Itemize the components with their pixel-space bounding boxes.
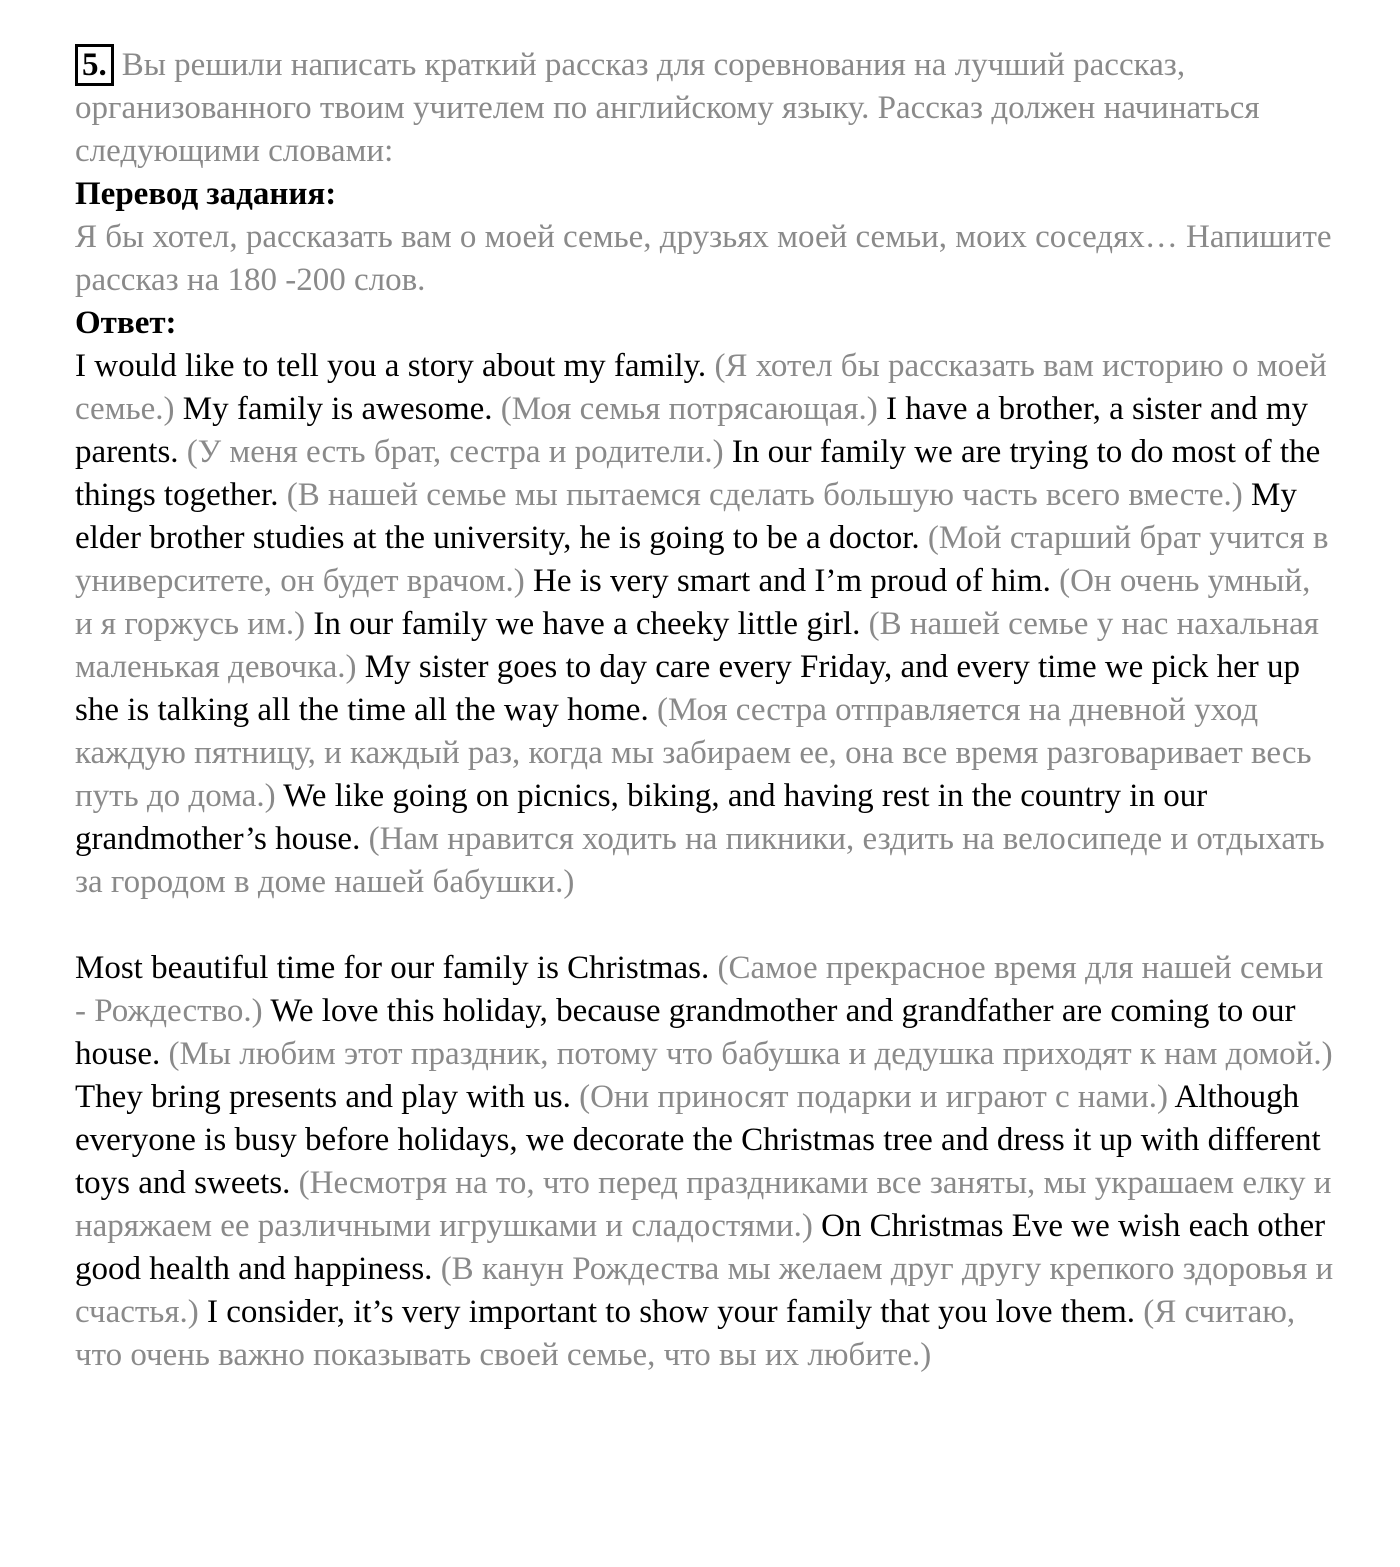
russian-translation: (Мой старший брат учится в университете, он будет врачом.) [75, 520, 1329, 599]
english-sentence: My elder brother studies at the university, he is going to be a doctor. [75, 477, 1297, 556]
russian-translation: (Я хотел бы рассказать вам историю о моей семье.) [75, 348, 1327, 427]
english-sentence: He is very smart and I’m proud of him. [533, 563, 1051, 599]
russian-translation: (Самое прекрасное время для нашей семьи - Рождество.) [75, 950, 1324, 1029]
english-sentence: In our family we are trying to do most of the things together. [75, 434, 1321, 513]
english-sentence: I have a brother, a sister and my parents. [75, 391, 1308, 470]
russian-translation: (В нашей семье у нас нахальная маленькая девочка.) [75, 606, 1319, 685]
translation-text: Я бы хотел, рассказать вам о моей семье, друзьях моей семьи, моих соседях… Напишите рассказ на 180 -200 слов. [75, 219, 1332, 298]
russian-translation: (Несмотря на то, что перед праздниками все заняты, мы украшаем елку и наряжаем ее различными игрушками и сладостями.) [75, 1165, 1332, 1244]
task-text: Вы решили написать краткий рассказ для соревнования на лучший рассказ, организованного твоим учителем по английскому языку. Рассказ должен начинаться следующими словами: [75, 47, 1260, 169]
answer-paragraph-1 [75, 345, 1335, 904]
english-sentence: I consider, it’s very important to show your family that you love them. [207, 1294, 1136, 1330]
russian-translation: (Мы любим этот праздник, потому что бабушка и дедушка приходят к нам домой.) [168, 1036, 1333, 1072]
translation-heading: Перевод задания: [75, 176, 337, 212]
russian-translation: (Я считаю, что очень важно показывать своей семье, что вы их любите.) [75, 1294, 1296, 1373]
russian-translation: (Моя сестра отправляется на дневной уход каждую пятницу, и каждый раз, когда мы забираем ее, она все время разговаривает весь путь до дома.) [75, 692, 1312, 814]
english-sentence: My family is awesome. [182, 391, 493, 427]
document-page [75, 44, 1335, 1377]
english-sentence: Although everyone is busy before holidays, we decorate the Christmas tree and dress it up with different toys and sweets. [75, 1079, 1321, 1201]
russian-translation: (Они приносят подарки и играют с нами.) [579, 1079, 1168, 1115]
russian-translation: (Нам нравится ходить на пикники, ездить на велосипеде и отдыхать за городом в доме нашей бабушки.) [75, 821, 1325, 900]
english-sentence: They bring presents and play with us. [75, 1079, 571, 1115]
task-paragraph [75, 44, 1335, 173]
english-sentence: Most beautiful time for our family is Christmas. [75, 950, 710, 986]
answer-paragraph-2 [75, 947, 1335, 1377]
english-sentence: On Christmas Eve we wish each other good health and happiness. [75, 1208, 1326, 1287]
russian-translation: (Моя семья потрясающая.) [500, 391, 878, 427]
english-sentence: My sister goes to day care every Friday, and every time we pick her up she is talking all the time all the way home. [75, 649, 1301, 728]
russian-translation: (У меня есть брат, сестра и родители.) [186, 434, 724, 470]
russian-translation: (Он очень умный, и я горжусь им.) [75, 563, 1311, 642]
paragraph-spacer [75, 904, 1335, 947]
english-sentence: We love this holiday, because grandmother and grandfather are coming to our house. [75, 993, 1296, 1072]
english-sentence: In our family we have a cheeky little girl. [313, 606, 861, 642]
russian-translation: (В канун Рождества мы желаем друг другу крепкого здоровья и счастья.) [75, 1251, 1334, 1330]
answer-heading: Ответ: [75, 305, 177, 341]
english-sentence: We like going on picnics, biking, and having rest in the country in our grandmother’s house. [75, 778, 1208, 857]
english-sentence: I would like to tell you a story about my family. [75, 348, 707, 384]
russian-translation: (В нашей семье мы пытаемся сделать большую часть всего вместе.) [286, 477, 1243, 513]
task-number: 5. [75, 44, 114, 86]
